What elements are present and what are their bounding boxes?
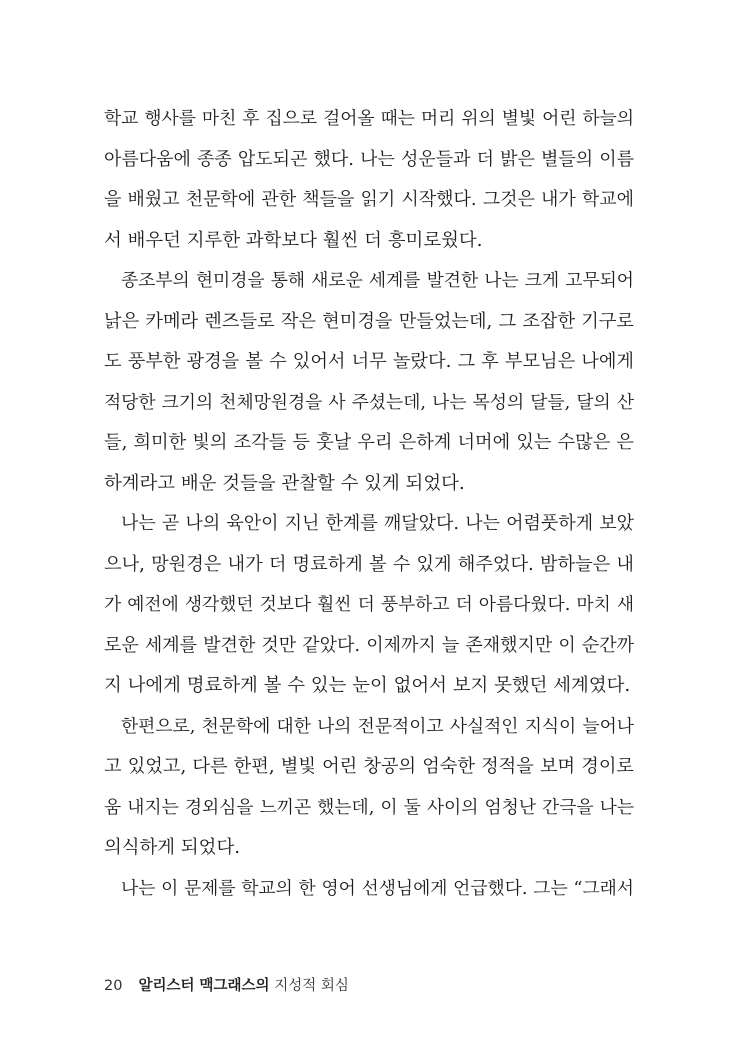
text-line: 낡은 카메라 렌즈들로 작은 현미경을 만들었는데, 그 조잡한 기구로 <box>104 310 634 332</box>
text-line: 하계라고 배운 것들을 관찰할 수 있게 되었다. <box>104 472 465 494</box>
text-line: 도 풍부한 광경을 볼 수 있어서 너무 놀랐다. 그 후 부모님은 나에게 <box>104 351 634 372</box>
text-line: 로운 세계를 발견한 것만 같았다. 이제까지 늘 존재했지만 이 순간까 <box>104 634 634 656</box>
text-line: 나는 이 문제를 학교의 한 영어 선생님에게 언급했다. 그는 “그래서 <box>121 877 634 899</box>
text-line: 고 있었고, 다른 한편, 별빛 어린 창공의 엄숙한 정적을 보며 경이로 <box>104 756 634 777</box>
page-footer <box>104 974 349 998</box>
text-line: 종조부의 현미경을 통해 새로운 세계를 발견한 나는 크게 고무되어 <box>121 270 634 291</box>
text-line: 나는 곧 나의 육안이 지닌 한계를 깨달았다. 나는 어렴풋하게 보았 <box>121 513 634 534</box>
text-line: 의식하게 되었다. <box>104 837 241 858</box>
body-text <box>104 99 634 909</box>
text-line: 한편으로, 천문학에 대한 나의 전문적이고 사실적인 지식이 늘어나 <box>121 715 634 737</box>
text-line: 들, 희미한 빛의 조각들 등 훗날 우리 은하계 너머에 있는 수많은 은 <box>104 432 634 453</box>
book-title-author: 알리스터 맥그래스의 <box>138 978 270 994</box>
text-line: 으나, 망원경은 내가 더 명료하게 볼 수 있게 해주었다. 밤하늘은 내 <box>104 553 634 575</box>
text-line: 아름다움에 종종 압도되곤 했다. 나는 성운들과 더 밝은 별들의 이름 <box>104 148 634 170</box>
text-line: 지 나에게 명료하게 볼 수 있는 눈이 없어서 보지 못했던 세계였다. <box>104 675 631 696</box>
text-line: 서 배우던 지루한 과학보다 훨씬 더 흥미로웠다. <box>104 229 483 251</box>
book-title-subtitle: 지성적 회심 <box>274 978 349 994</box>
text-line: 움 내지는 경외심을 느끼곤 했는데, 이 둘 사이의 엄청난 간극을 나는 <box>104 796 634 818</box>
text-line: 학교 행사를 마친 후 집으로 걸어올 때는 머리 위의 별빛 어린 하늘의 <box>104 108 634 129</box>
text-line: 적당한 크기의 천체망원경을 사 주셨는데, 나는 목성의 달들, 달의 산 <box>104 391 634 413</box>
text-line: 가 예전에 생각했던 것보다 훨씬 더 풍부하고 더 아름다웠다. 마치 새 <box>104 594 634 615</box>
text-line: 을 배웠고 천문학에 관한 책들을 읽기 시작했다. 그것은 내가 학교에 <box>104 189 634 210</box>
page-number: 20 <box>104 978 123 994</box>
